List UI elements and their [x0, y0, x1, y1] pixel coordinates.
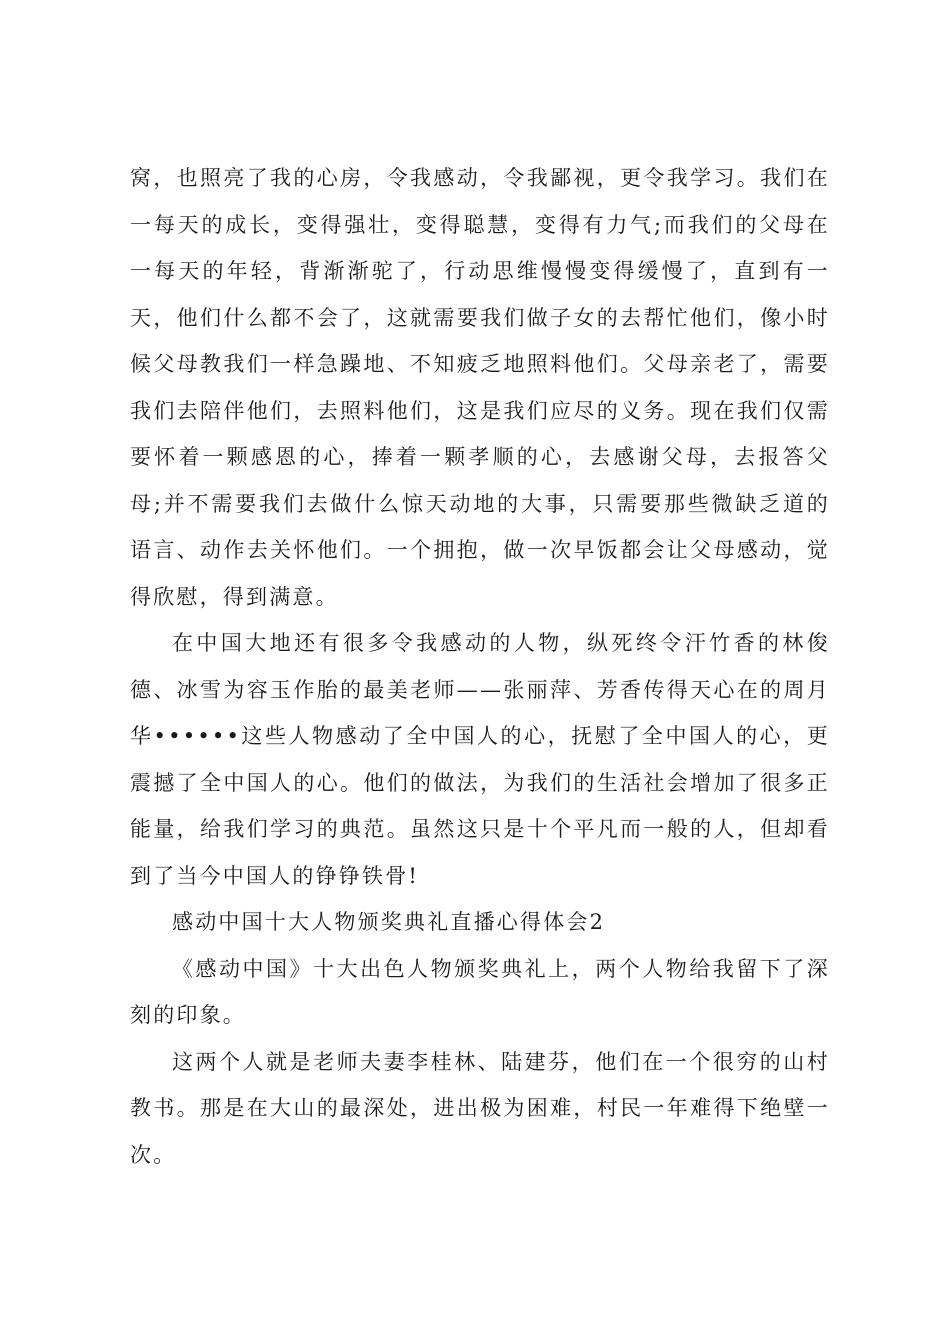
paragraph-teacher-couple: 这两个人就是老师夫妻李桂林、陆建芬，他们在一个很穷的山村教书。那是在大山的最深处，进出极为困难，村民一年难得下绝壁一次。: [130, 1049, 830, 1167]
paragraph-ceremony-intro: 《感动中国》十大出色人物颁奖典礼上，两个人物给我留下了深刻的印象。: [130, 956, 830, 1027]
document-body: [130, 155, 830, 1178]
paragraph-continuation: 窝，也照亮了我的心房，令我感动，令我鄙视，更令我学习。我们在一每天的成长，变得强壮，变得聪慧，变得有力气;而我们的父母在一每天的年轻，背渐渐驼了，行动思维慢慢变得缓慢了，直到有一天，他们什么都不会了，这就需要我们做子女的去帮忙他们，像小时候父母教我们一样急躁地、不知疲乏地照料他们。父母亲老了，需要我们去陪伴他们，去照料他们，这是我们应尽的义务。现在我们仅需要怀着一颗感恩的心，捧着一颗孝顺的心，去感谢父母，去报答父母;并不需要我们去做什么惊天动地的大事，只需要那些微缺乏道的语言、动作去关怀他们。一个拥抱，做一次早饭都会让父母感动，觉得欣慰，得到满意。: [130, 166, 830, 609]
paragraph-inspiring-figures: 在中国大地还有很多令我感动的人物，纵死终令汗竹香的林俊德、冰雪为容玉作胎的最美老师——张丽萍、芳香传得天心在的周月华••••••这些人物感动了全中国人的心，抚慰了全中国人的心，更震撼了全中国人的心。他们的做法，为我们的生活社会增加了很多正能量，给我们学习的典范。虽然这只是十个平凡而一般的人，但却看到了当今中国人的铮铮铁骨!: [130, 631, 830, 888]
section-heading: 感动中国十大人物颁奖典礼直播心得体会2: [172, 910, 606, 934]
